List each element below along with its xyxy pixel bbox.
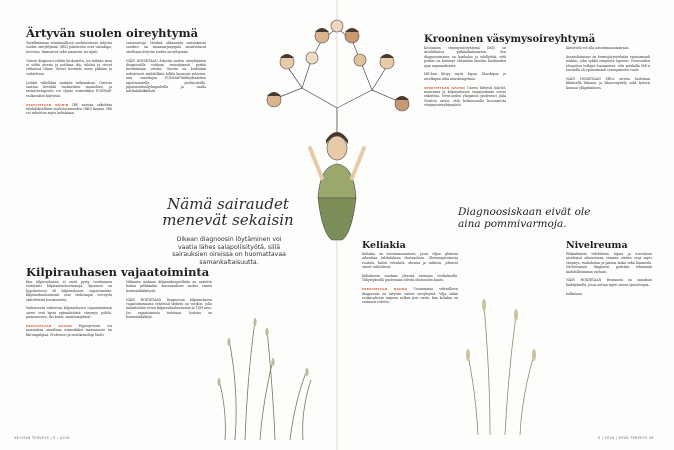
article-ibs [26, 41, 112, 263]
heading-me: Krooninen väsymysoireyhtymä [424, 34, 596, 45]
paragraph: Lisäksi vältellään raskaita tutkimuksia. Oireista saattaa lievittää ruokavalion muutokset, ja ravintoterapeutti voi ohjata esimerkiksi FODMAP-ruokavalion käytössä. [26, 80, 112, 98]
paragraph: hallintaan. [566, 291, 584, 296]
article-me [424, 46, 506, 196]
paragraph: Pitkäaikaista tulehdusta, kipua ja turvotusta niveleissä aiheuttavan reuman oireita ovat myös väsymys, ruokahalun ja painon lasku sekä kuumeilu. Nivelreuman diagnoosi pyritään tekemään mahdollisimman varhain. [566, 252, 652, 274]
article-celiac [362, 252, 458, 422]
pull-quote-subtitle: Oikean diagnoosin löytäminen voi vaatia lähes salapoliisityötä, sillä sairauksien oireissa on huomattavaa samankaltaisuutta. [172, 236, 286, 266]
lead-text: Uusimmissa viitteellisen diagnoosin on ärtyvän suolen oireyhtymä. Vilja onkin ruokavaliosta tarpeen sulkea pois vasta, kun keliakia on varmasti todettu. [362, 287, 458, 305]
paragraph: ME:hun liittyy myös kipua, lihaskipua ja nivelkipua sekä muistiongelmia. [424, 72, 506, 81]
lead-text: Hypotyreoosi voi muistuttaa oireiltaan esimerkiksi masennusta tai fibromyalgiaa. Professori ja endokrinologi Matti [26, 324, 112, 337]
article-hypothyroid-continued [126, 280, 212, 420]
paragraph: NÄIN HOIDETAAN Ärtyvän suolen oireyhtymän diagnoosilla voidaan ensisijaisesti pyrkiä lievittämään oireita. Oireita on kuitenkin todistetusti mahdollista hillitä huonosti sulavien, niin sanottujen FODMAP-hiilihydraattien rajoittamisella, probiooteilla, piparminttuöljykapseleilla ja osalla mielialalääkkeistä. [126, 58, 206, 94]
page-footer-left: 48 HYVÄ TERVEYS / 5 / 2016 [14, 436, 70, 440]
lead-label: SEKOITETAAN NÄIHIN [362, 287, 408, 292]
paragraph: NÄIN HOIDETAAN Reumasta on annoksin lääkityksellä, jossa auttaa myös oireen fysioterapia. [566, 278, 652, 287]
paragraph: Asentohuimaus on hermojärjestelmän epänormaali reaktio, joka sykkii väsyneitä lapseen. Newcastlen yliopiston tutkijat huomasivat, että potilailla ME:n taustalla oli epänormaali verenpaineen vaste. [566, 54, 650, 73]
article-hypothyroid [26, 280, 112, 420]
article-ra [566, 252, 652, 422]
paragraph: NÄIN HOIDETAAN Diagnoosia kilpirauhasen vajaatoiminnasta tehdessä tärkein on verikoe, jolla määritetään veren kilpirauhashormonin ja TSH-arvo. Jos vajaatoiminta todetaan, hoitona on hormonilääkitys. [126, 297, 212, 320]
wheat-illustration [460, 285, 560, 435]
paragraph: Keliakiasta saadaan yleensä varmuus verikokeella. Tähystyksellä puolestaan selvitä ohutsuolen kunto. [362, 274, 458, 283]
lead-text: IBS saattaa sekoittua tulehduksellisen suolistosairauden (IBD) kanssa. IBS voi sekoittua myös keliakiaan. [26, 102, 112, 116]
paragraph: NÄIN HOIDETAAN ME:n oireita hoitetaan kliinisellä liikunta- ja lihasvenyttely sekä fysisen kunnon ylläpitämisen. [566, 76, 650, 90]
article-me-continued [566, 46, 650, 198]
article-ibs-continued [126, 41, 206, 171]
lead-label: SEKOITETAAN NÄIHIN [26, 324, 72, 329]
heading-ibs: Ärtyvän suolen oireyhtymä [26, 26, 199, 40]
paragraph: Keliakia on autoimmuunitauti, jossa viljan gluteeni aiheuttaa tulehduksen ohutsuoleen. Gluteenipitoisesta ruoasta, kuten vehnästä, ohrasta ja rukiista, johtuvat oireet vaihtelevat. [362, 252, 458, 270]
heading-celiac: Keliakia [362, 240, 406, 251]
heading-hypothyroid: Kilpirauhasen vajaatoiminta [26, 265, 210, 279]
lead-text: Uneen liittyvät häiriöt, masennus ja kilpirauhasen vajaatoiminta voivat sekoittua. Newcastlen yliopiston professori Julia Newton arvioi, että kolmasosalla kroonisesta väsymysoireyhtymästä [424, 85, 506, 108]
lead-label: SEKOITETAAN NÄIHIN [424, 85, 465, 90]
lead-label: SEKOITETAAN NÄIHIN [26, 102, 69, 107]
grass-illustration [215, 300, 325, 440]
heading-ra: Nivelreuma [566, 240, 628, 251]
illustration-caption: Diagnoosiskaan eivät ole aina pommivarmoja. [458, 206, 591, 230]
paragraph: Tavallisimman toiminnallisen suolistovaivan ärtyvän suolen oireyhtymän (IBS) pääoireita ovat vatsakipu, turvotus, ilmavaivat sekä ummetus tai ripuli. [26, 41, 112, 54]
pull-quote-title: Nämä sairaudet menevät sekaisin [162, 195, 294, 229]
paragraph: vatsavaivoja. Henkeä uhkaavista sairauksista suolisto- tai munasarjasyöpää muistuttavat oireiltaan ärtyvän suolen oireyhtymää. [126, 41, 206, 54]
paragraph: Kun kilpirauhanen ei enää pysty tuottamaan riittävästi kilpirauhashormoneja, kyseessä on hypotyreoosi eli kilpirauhasen vajaatoiminta. Kilpirauhashormonit ovat tärkeimpiä terveyttä säätelevistä hormoneista. [26, 280, 112, 302]
network-illustration [262, 18, 412, 243]
paragraph: Varhaisessa vaiheessa kilpirauhasen vajaatoiminnan oireet ovat hyvin epämääräisiä: väsymys, palelu, painonnousu, iho kuiva, muistiongelmat. [26, 306, 112, 320]
page-footer-right: 5 / 2016 / HYVÄ TERVEYS 49 [598, 436, 654, 440]
paragraph: Välimäen mukaan kilpirauhaspotilaita on saatettu hoitaa pitkäänkin masennuksen vuoksi ennen hormonilääkitystä. [126, 280, 212, 293]
paragraph: kärsivistä voi olla autoimmuunisairaus. [566, 46, 630, 50]
paragraph: Krooninen väsymysoireyhtymä (ME) on invalidisoiva pitkäaikaissairaus. Sen diagnosoiminen on hankalaa ja edellyttää, että potilas on kärsinyt vähintään kuuden kuukauden ajan uupumuksesta. [424, 46, 506, 68]
paragraph: Oireen diagnoosi riittää keskustelu, jos mikään muu ei selitä oireita ja potilaan ikä, tuloksi ja oireet viittaavat tilaan. Oireet kestävät usein pitkään ja vaihtelevat. [26, 58, 112, 76]
